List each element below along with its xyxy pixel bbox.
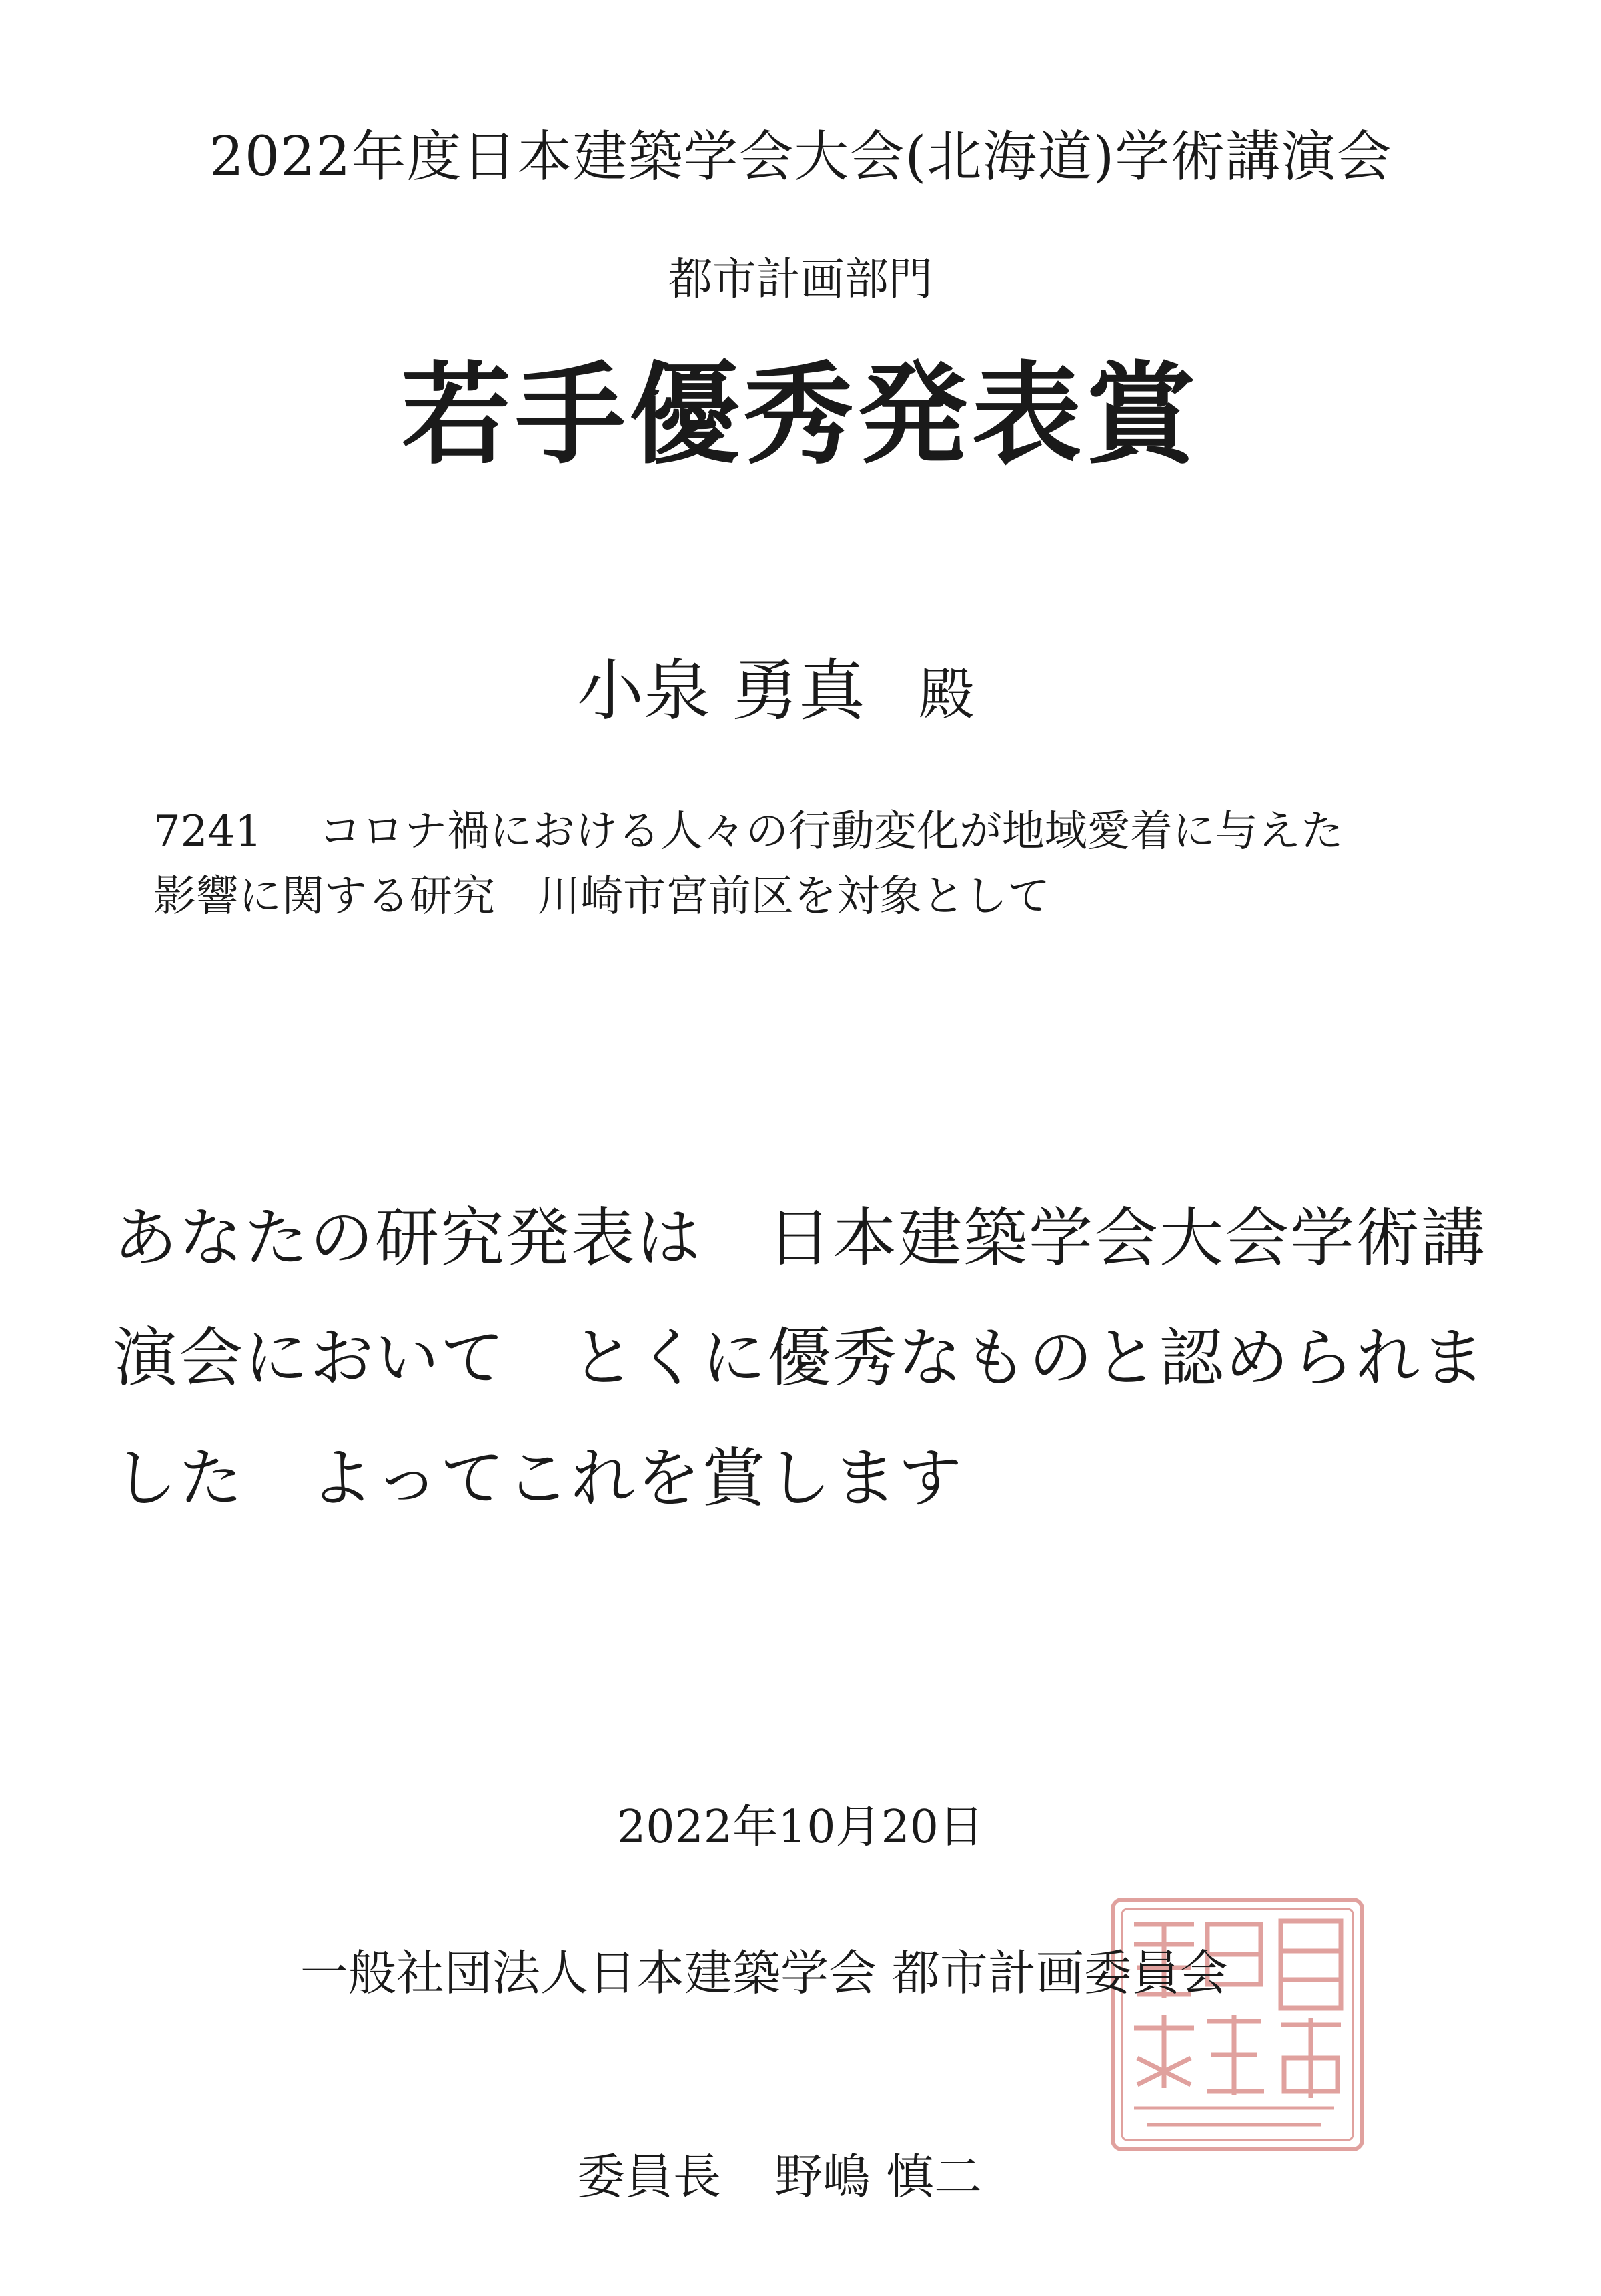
- event-title: 2022年度日本建築学会大会(北海道)学術講演会: [209, 125, 1392, 189]
- citation-line-1: あなたの研究発表は 日本建築学会大会学術講: [113, 1201, 1486, 1275]
- citation-line-3: した よってこれを賞します: [113, 1441, 963, 1516]
- chairperson-name: 野嶋 慎二: [774, 2149, 982, 2205]
- paper-title-line-2: 影響に関する研究 川崎市宮前区を対象として: [153, 872, 1050, 921]
- chairperson-title: 委員長: [577, 2149, 722, 2205]
- recipient-honorific: 殿: [918, 662, 975, 727]
- award-title: 若手優秀発表賞: [401, 350, 1200, 479]
- paper-title-line-1: [153, 797, 1344, 858]
- recipient-name: 小泉 勇真: [577, 652, 865, 730]
- award-date: 2022年10月20日: [616, 1801, 985, 1854]
- paper-title-part-1: コロナ禍における人々の行動変化が地域愛着に与えた: [318, 807, 1344, 856]
- issuing-organization: 一般社団法人日本建築学会 都市計画委員会: [300, 1945, 1228, 2001]
- official-seal: [1107, 1894, 1368, 2155]
- citation-line-2: 演会において とくに優秀なものと認められま: [113, 1321, 1486, 1395]
- recipient-line: [577, 637, 975, 733]
- paper-number: 7241: [153, 807, 262, 856]
- chairperson-line: [577, 2138, 982, 2207]
- division-label: 都市計画部門: [668, 253, 933, 305]
